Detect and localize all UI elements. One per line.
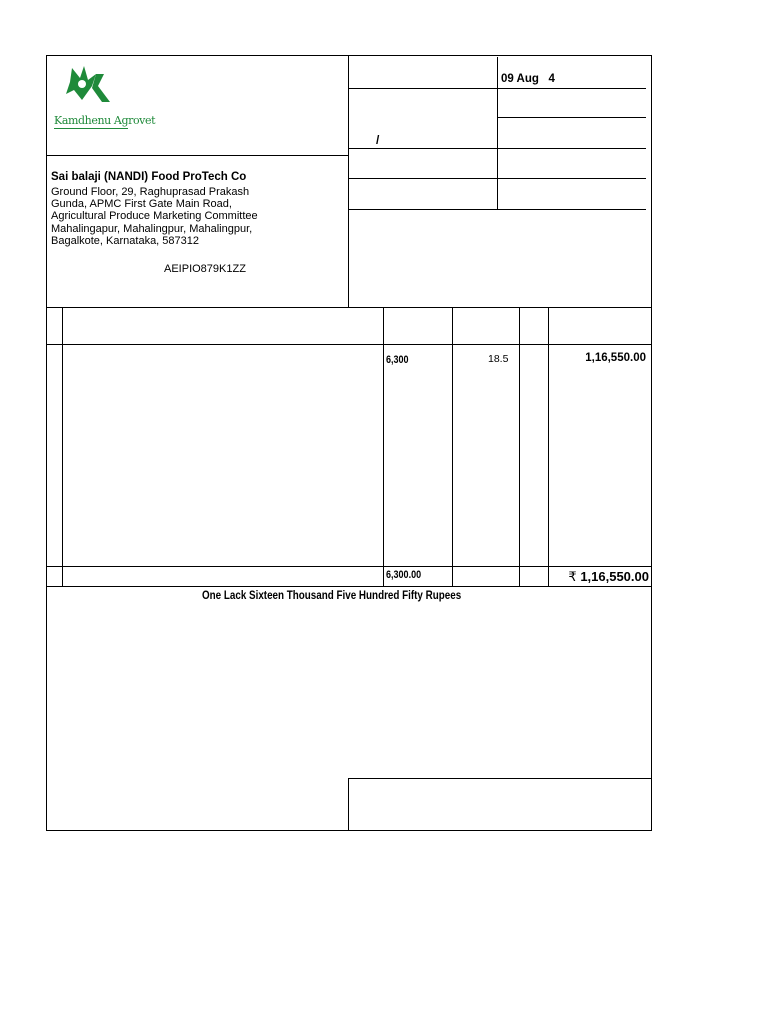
total-row-bottom (47, 586, 651, 587)
header-bottom-divider (47, 307, 651, 308)
amount-in-words: One Lack Sixteen Thousand Five Hundred Fifty Rupees (202, 588, 462, 602)
meta-row-line-3b (498, 148, 646, 149)
meta-row-line-4b (498, 178, 646, 179)
item-amount: 1,16,550.00 (585, 352, 646, 364)
rupee-icon: ₹ (568, 569, 577, 584)
kamdhenu-logo-icon (52, 60, 132, 110)
item-rate: 18.5 (488, 353, 509, 365)
buyer-gstin: AEIPIO879K1ZZ (164, 263, 246, 275)
table-col-3 (452, 308, 453, 586)
meta-row-line-3 (349, 148, 497, 149)
table-header-bottom (47, 344, 651, 345)
table-col-4 (519, 308, 520, 586)
meta-row-line-4 (349, 178, 497, 179)
invoice-date: 09 Aug 4 (501, 73, 555, 85)
buyer-address: Ground Floor, 29, Raghuprasad Prakash Gunda, APMC First Gate Main Road, Agricultural Produce Marketing Committee Mahalingapur, Mahalingpur, Mahalingpur, Bagalkote, Karnataka, 587312 (51, 186, 258, 247)
header-divider-vertical (348, 56, 349, 308)
table-col-5 (548, 308, 549, 586)
footer-box-left (348, 778, 349, 830)
invoice-slash: / (376, 133, 380, 147)
logo-underline (54, 128, 128, 129)
meta-grid-vertical (497, 57, 498, 210)
meta-row-line-1 (349, 88, 497, 89)
total-row-top (47, 566, 651, 567)
table-col-1 (62, 308, 63, 586)
total-amount-row (568, 569, 649, 585)
buyer-name: Sai balaji (NANDI) Food ProTech Co (51, 171, 247, 183)
company-logo (52, 60, 156, 135)
logo-brand-name: Kamdhenu Agrovet (54, 114, 156, 127)
item-quantity: 6,300 (386, 354, 409, 366)
meta-row-line-1b (498, 88, 646, 89)
meta-row-line-2 (498, 117, 646, 118)
total-amount: 1,16,550.00 (580, 569, 649, 584)
table-col-2 (383, 308, 384, 586)
meta-row-line-5b (498, 209, 646, 210)
buyer-top-divider (47, 155, 348, 156)
total-quantity: 6,300.00 (386, 569, 422, 581)
footer-box-top (348, 778, 651, 779)
meta-row-line-5 (349, 209, 497, 210)
